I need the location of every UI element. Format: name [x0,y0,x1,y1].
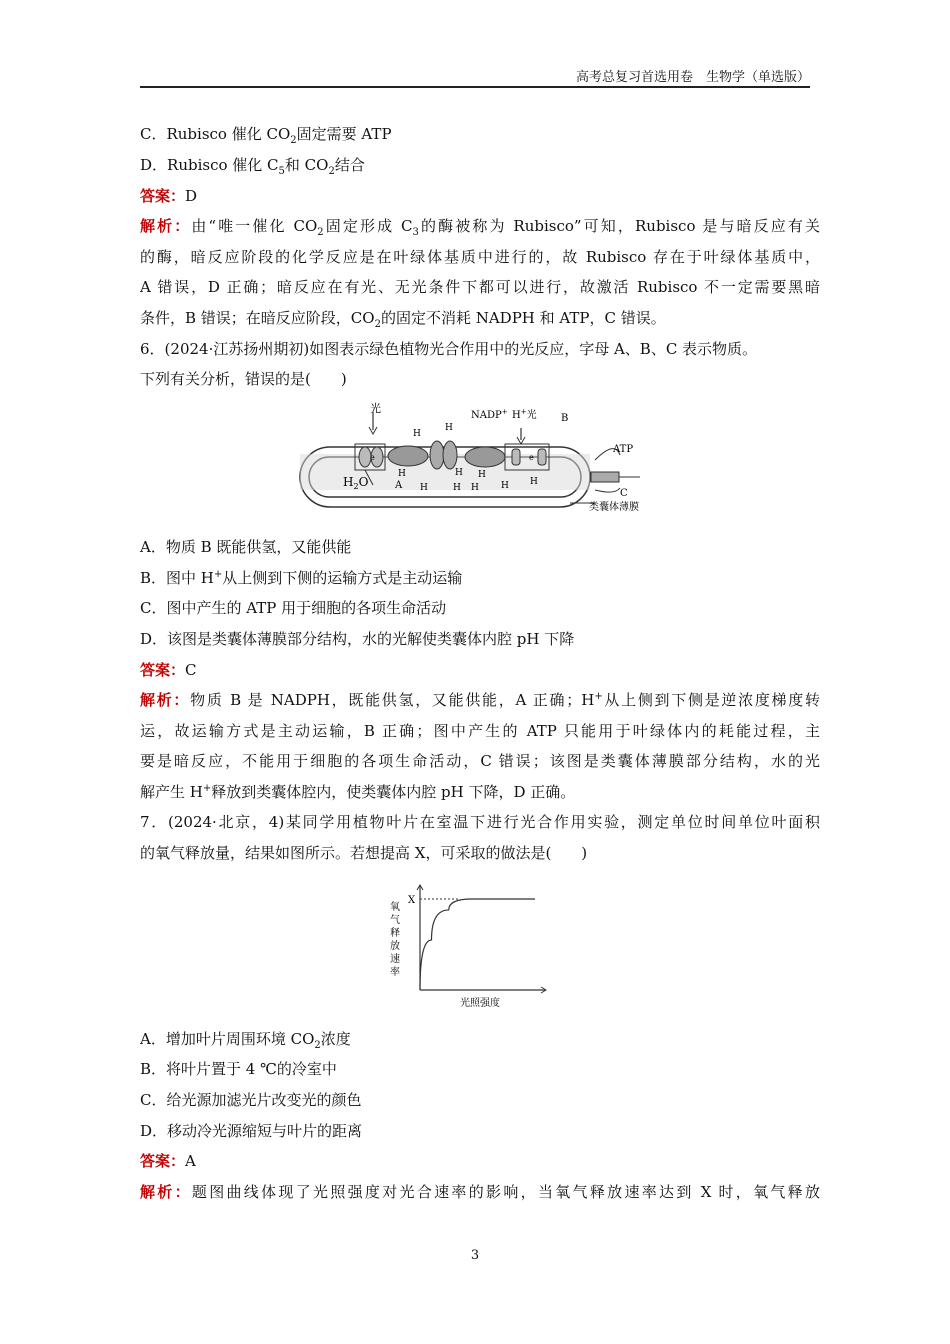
q6-option-d: D．该图是类囊体薄膜部分结构，水的光解使类囊体内腔 pH 下降 [140,630,575,648]
q6-analysis-line-4: 解产生 H+释放到类囊体腔内，使类囊体内腔 pH 下降，D 正确。 [140,783,576,801]
label-e2: e [529,453,534,462]
q6-option-c: C．图中产生的 ATP 用于细胞的各项生命活动 [140,599,447,617]
label-h10: H [530,477,538,487]
label-h9: H [501,481,509,491]
label-b: B [561,413,569,424]
label-h7: H [471,483,479,493]
q6-stem-line-2: 下列有关分析，错误的是( ) [140,370,347,388]
x-axis-label: 光照强度 [460,998,500,1009]
y-label-char-1: 氧 [390,902,400,913]
y-marker-x: X [408,895,416,906]
label-membrane: 类囊体薄膜 [589,502,639,513]
y-label-char-5: 速 [390,954,400,965]
label-light-left: 光 [370,402,381,415]
page-header: 高考总复习首选用卷 生物学（单选版） [140,66,810,88]
q7-option-c: C．给光源加滤光片改变光的颜色 [140,1091,362,1109]
cytochrome-complex [388,446,428,466]
q5-analysis-line-2: 的酶，暗反应阶段的化学反应是在叶绿体基质中进行的，故 Rubisco 存在于叶绿体基质中， [140,248,820,266]
c-arrow [595,488,620,492]
y-label-char-4: 放 [390,941,400,952]
q6-option-a: A．物质 B 既能供氢，又能供能 [140,538,352,556]
label-e1: e [370,453,375,462]
y-label-char-3: 释 [390,928,400,939]
q7-option-d: D．移动冷光源缩短与叶片的距离 [140,1122,363,1140]
psi-protein-2 [538,449,546,465]
label-h-light: H+光 [512,408,537,421]
q6-answer: 答案：C [140,661,197,679]
label-h6: H [453,483,461,493]
label-h2: H [445,423,453,433]
label-a: A [395,480,403,491]
q5-option-d: D．Rubisco 催化 $C_5$和 $CO_2$结合 [140,156,365,177]
q7-option-a: A．增加叶片周围环境 $CO_2$浓度 [140,1030,351,1051]
q5-analysis-line-1: 解析：由“唯一催化 $CO_2$固定形成 $C_3$的酶被称为 Rubisco”可知，Rubisco 是与暗反应有关 [140,217,820,238]
label-h2o: $H_2O$ [343,475,369,491]
q7-answer: 答案：A [140,1152,196,1170]
q5-answer: 答案：D [140,187,198,205]
label-c: C [620,488,628,499]
label-h4: H [420,483,428,493]
q7-option-b: B．将叶片置于 4 ℃的冷室中 [140,1060,337,1078]
q5-analysis-line-3: A 错误，D 正确；暗反应在有光、无光条件下都可以进行，故激活 Rubisco 不一定需要黑暗 [140,278,820,296]
q7-stem-line-2: 的氧气释放量，结果如图所示。若想提高 X，可采取的做法是( ) [140,844,588,862]
label-h8: H [478,470,486,480]
psi-protein [512,449,520,465]
plastocyanin [465,447,505,467]
oxygen-release-chart [380,880,560,1010]
q7-analysis-line-1: 解析：题图曲线体现了光照强度对光合速率的影响，当氧气释放速率达到 X 时，氧气释放 [140,1183,820,1201]
q7-stem-line-1: 7．(2024·北京，4)某同学用植物叶片在室温下进行光合作用实验，测定单位时间单位叶面积 [140,813,820,831]
q6-analysis-line-1: 解析：物质 B 是 NADPH，既能供氢，又能供能，A 正确；H+从上侧到下侧是逆浓度梯度转 [140,691,820,709]
label-atp: ATP [613,444,634,455]
q6-stem-line-1: 6．(2024·江苏扬州期初)如图表示绿色植物光合作用中的光反应，字母 A、B、C 表示物质。 [140,340,758,358]
page-number: 3 [470,1248,480,1263]
q5-option-c: C．Rubisco 催化 $CO_2$固定需要 ATP [140,125,392,146]
label-h1: H [413,429,421,439]
q6-analysis-line-3: 要是暗反应，不能用于细胞的各项生命活动，C 错误；该图是类囊体薄膜部分结构，水的光 [140,752,820,770]
atp-synthase [591,472,619,482]
y-label-char-6: 率 [390,967,400,978]
oxygen-release-curve [420,899,535,990]
thylakoid-diagram [295,400,665,520]
y-label-char-2: 气 [390,915,400,926]
label-nadp: NADP+ [471,408,508,421]
channel-protein-2 [443,441,457,469]
label-h5: H [455,468,463,478]
label-h3: H [398,469,406,479]
q5-analysis-line-4: 条件，B 错误；在暗反应阶段，$CO_2$的固定不消耗 NADPH 和 ATP，C 错误。 [140,309,666,330]
channel-protein-1 [430,441,444,469]
q6-analysis-line-2: 运，故运输方式是主动运输，B 正确；图中产生的 ATP 只能用于叶绿体内的耗能过程，主 [140,722,820,740]
q6-option-b: B．图中 H+从上侧到下侧的运输方式是主动运输 [140,569,463,587]
